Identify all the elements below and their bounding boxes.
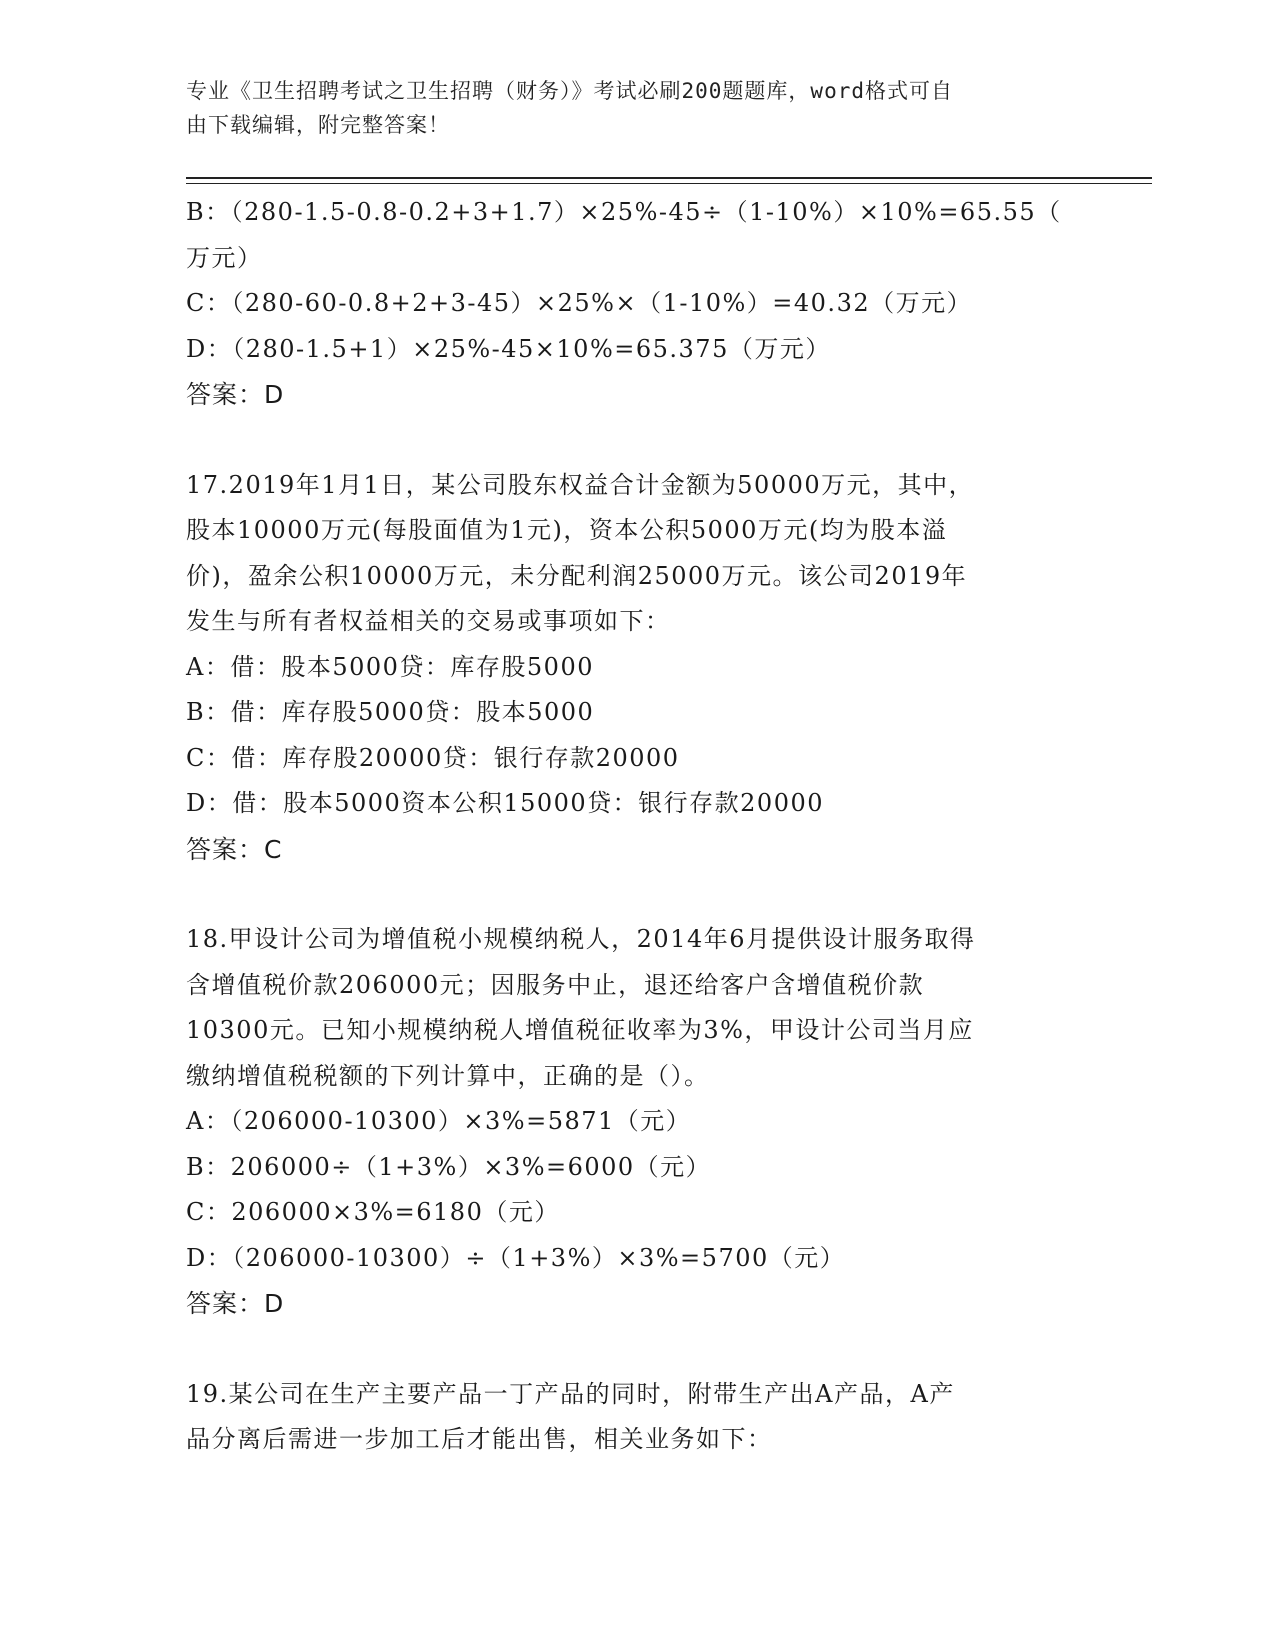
question-18: [186, 917, 1086, 1327]
q16-option-b-line-1: B：（280-1.5-0.8-0.2+3+1.7）×25%-45÷（1-10%）×10%=65.55（: [186, 198, 1062, 226]
header-divider-thick: [186, 177, 1152, 179]
spacer: [186, 872, 1086, 917]
q18-stem-line: 含增值税价款206000元；因服务中止，退还给客户含增值税价款: [186, 970, 925, 999]
header-line-2: 由下载编辑，附完整答案！: [186, 113, 450, 137]
q18-stem-line: 18.甲设计公司为增值税小规模纳税人，2014年6月提供设计服务取得: [186, 925, 976, 953]
question-16: [186, 190, 1086, 418]
q16-option-c: C：（280-60-0.8+2+3-45）×25%×（1-10%）=40.32（万元）: [186, 289, 973, 317]
q18-option-b: B：206000÷（1+3%）×3%=6000（元）: [186, 1152, 712, 1181]
q16-option-d: D：（280-1.5+1）×25%-45×10%=65.375（万元）: [186, 334, 831, 363]
q17-stem-line: 17.2019年1月1日，某公司股东权益合计金额为50000万元，其中，: [186, 470, 975, 499]
spacer: [186, 1327, 1086, 1372]
q17-option-c: C：借：库存股20000贷：银行存款20000: [186, 743, 680, 772]
q16-answer: 答案：D: [186, 380, 285, 409]
q17-answer: 答案：C: [186, 834, 283, 864]
header-line-1: 专业《卫生招聘考试之卫生招聘（财务）》考试必刷200题题库，word格式可自: [186, 79, 953, 103]
header-divider-thin: [186, 183, 1152, 184]
question-19: [186, 1372, 1086, 1463]
q19-stem-line: 19.某公司在生产主要产品一丁产品的同时，附带生产出A产品，A产: [186, 1379, 955, 1408]
q17-stem-line: 股本10000万元(每股面值为1元)，资本公积5000万元(均为股本溢: [186, 516, 948, 544]
q18-stem-line: 10300元。已知小规模纳税人增值税征收率为3%，甲设计公司当月应: [186, 1016, 974, 1044]
spacer: [186, 418, 1086, 463]
question-17: [186, 463, 1086, 873]
q18-option-d: D：（206000-10300）÷（1+3%）×3%=5700（元）: [186, 1243, 846, 1272]
q18-stem-line: 缴纳增值税税额的下列计算中，正确的是（）。: [186, 1061, 710, 1090]
q17-option-a: A：借：股本5000贷：库存股5000: [186, 652, 594, 681]
document-body: [186, 190, 1086, 1463]
q17-stem-line: 发生与所有者权益相关的交易或事项如下：: [186, 607, 671, 635]
q17-option-b: B：借：库存股5000贷：股本5000: [186, 698, 595, 726]
q17-option-d: D：借：股本5000资本公积15000贷：银行存款20000: [186, 789, 825, 817]
q17-stem-line: 价)，盈余公积10000万元，未分配利润25000万元。该公司2019年: [186, 561, 968, 590]
document-header: [186, 74, 1066, 142]
q18-answer: 答案：D: [186, 1289, 285, 1318]
q19-stem-line: 品分离后需进一步加工后才能出售，相关业务如下：: [186, 1425, 773, 1453]
q18-option-a: A：（206000-10300）×3%=5871（元）: [186, 1107, 692, 1135]
q18-option-c: C：206000×3%=6180（元）: [186, 1198, 560, 1226]
q16-option-b-line-2: 万元）: [186, 243, 263, 272]
